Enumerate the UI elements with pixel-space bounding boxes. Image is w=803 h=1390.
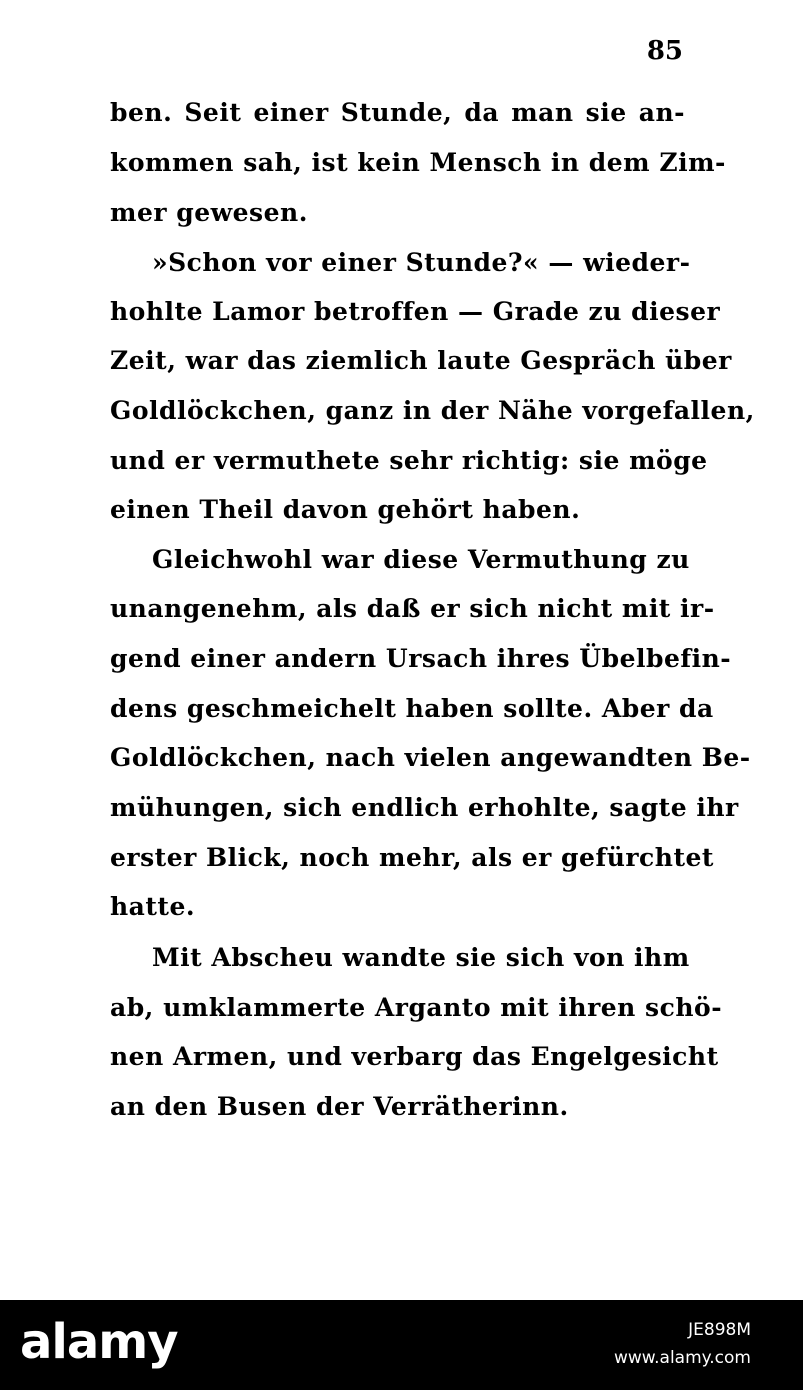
watermark-footer — [0, 1300, 803, 1390]
text-line: ab, umklammerte Arganto mit ihren schö- — [110, 993, 723, 1022]
alamy-logo: alamy — [20, 1314, 178, 1370]
text-line: nen Armen, und verbarg das Engelgesicht — [110, 1042, 719, 1071]
text-line: hohlte Lamor betroffen — Grade zu dieser — [110, 297, 721, 326]
text-line: »Schon vor einer Stunde?« — wieder- — [152, 248, 691, 277]
text-line: Goldlöckchen, nach vielen angewandten Be- — [110, 743, 751, 772]
text-line: dens geschmeichelt haben sollte. Aber da — [110, 694, 714, 723]
text-line: einen Theil davon gehört haben. — [110, 495, 581, 524]
text-line: an den Busen der Verrätherinn. — [110, 1092, 569, 1121]
text-line: mer gewesen. — [110, 198, 308, 227]
text-line: Zeit, war das ziemlich laute Gespräch über — [110, 346, 732, 375]
image-url: www.alamy.com — [613, 1348, 751, 1368]
text-line: gend einer andern Ursach ihres Übelbefin- — [110, 644, 732, 673]
text-line: und er vermuthete sehr richtig: sie möge — [110, 446, 708, 475]
text-line: erster Blick, noch mehr, als er gefürchtet — [110, 843, 714, 872]
text-line: Gleichwohl war diese Vermuthung zu — [152, 545, 690, 574]
text-line: mühungen, sich endlich erhohlte, sagte ihr — [110, 793, 739, 822]
text-line: kommen sah, ist kein Mensch in dem Zim- — [110, 148, 726, 177]
text-line: ben. Seit einer Stunde, da man sie an- — [110, 98, 685, 127]
page-number: 85 — [646, 36, 683, 66]
text-line: unangenehm, als daß er sich nicht mit ir- — [110, 594, 715, 623]
text-line: Mit Abscheu wandte sie sich von ihm — [152, 943, 690, 972]
image-id: JE898M — [688, 1320, 751, 1340]
text-line: hatte. — [110, 892, 196, 921]
text-line: Goldlöckchen, ganz in der Nähe vorgefallen, — [110, 396, 755, 425]
